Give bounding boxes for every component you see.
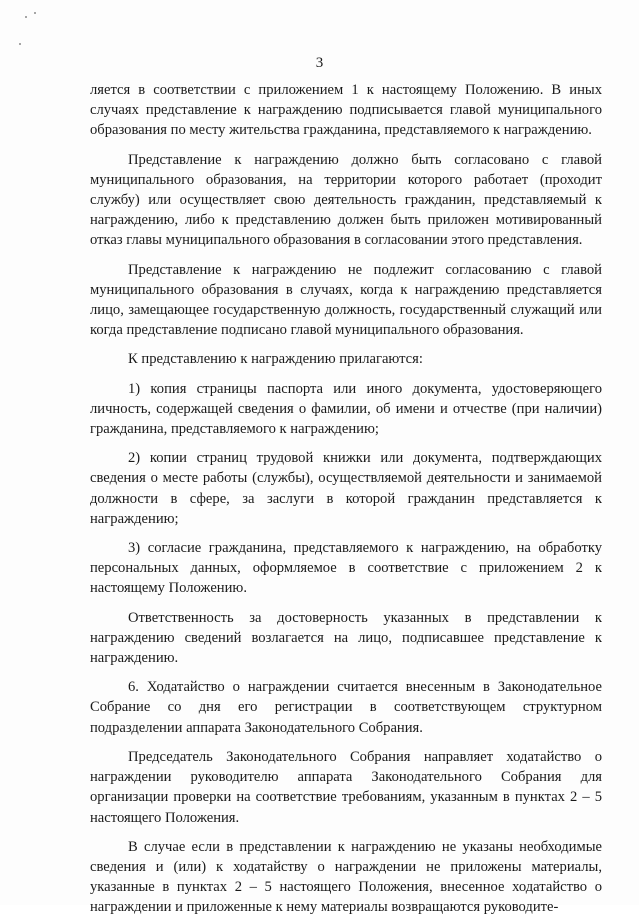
list-item: 3) согласие гражданина, представляемого к награждению, на обработку персональных данных, оформляемое в соответствие с приложением 2 к настоящему Положению. — [90, 540, 602, 597]
paragraph: Представление к награждению должно быть согласовано с главой муниципального образования, на территории которого работает (проходит службу) или осуществляет свою деятельность гражданин, представляемый к награждению, либо к представлению должен быть приложен мотивированный отказ главы муниципального образования в согласовании этого представления. — [90, 151, 602, 249]
paragraph: К представлению к награждению прилагаются: — [128, 351, 423, 368]
document-body — [90, 80, 602, 918]
scan-speck — [19, 43, 21, 45]
paragraph: Председатель Законодательного Собрания направляет ходатайство о награждении руководителю аппарата Законодательного Собрания для организации проверки на соответствие требованиям, указанным в пунктах 2 – 5 настоящего Положения. — [90, 748, 602, 826]
list-item: 2) копии страниц трудовой книжки или документа, подтверждающих сведения о месте работы (службы), осуществляемой деятельности и занимаемой должности в сфере, за заслуги в которой гражданин представляется к награждению; — [90, 450, 602, 527]
paragraph: Ответственность за достоверность указанных в представлении к награждению сведений возлагается на лицо, подписавшее представление к награждению. — [90, 609, 602, 667]
page-number: 3 — [315, 55, 324, 71]
list-item: 1) копия страницы паспорта или иного документа, удостоверяющего личность, содержащей сведения о фамилии, об имени и отчестве (при наличии) гражданина, представляемого к награждению; — [90, 380, 602, 438]
paragraph: Представление к награждению не подлежит согласованию с главой муниципального образования в случаях, когда к награждению представляется лицо, замещающее государственную должность, государственный служащий или когда представление подписано главой муниципального образования. — [90, 261, 602, 339]
paragraph: 6. Ходатайство о награждении считается внесенным в Законодательное Собрание со дня его регистрации в соответствующем структурном подразделении аппарата Законодательного Собрания. — [90, 679, 602, 736]
scan-speck — [25, 16, 27, 18]
paragraph: ляется в соответствии с приложением 1 к настоящему Положению. В иных случаях представление к награждению подписывается главой муниципального образования по месту жительства гражданина, представляемого к награждению. — [90, 82, 602, 139]
paragraph: В случае если в представлении к награждению не указаны необходимые сведения и (или) к ходатайству о награждении не приложены материалы, указанные в пунктах 2 – 5 настоящего Положения, внесенное ходатайство о награждении и приложенные к нему материалы возвращаются руководите- — [90, 838, 602, 916]
scan-speck — [34, 12, 36, 14]
